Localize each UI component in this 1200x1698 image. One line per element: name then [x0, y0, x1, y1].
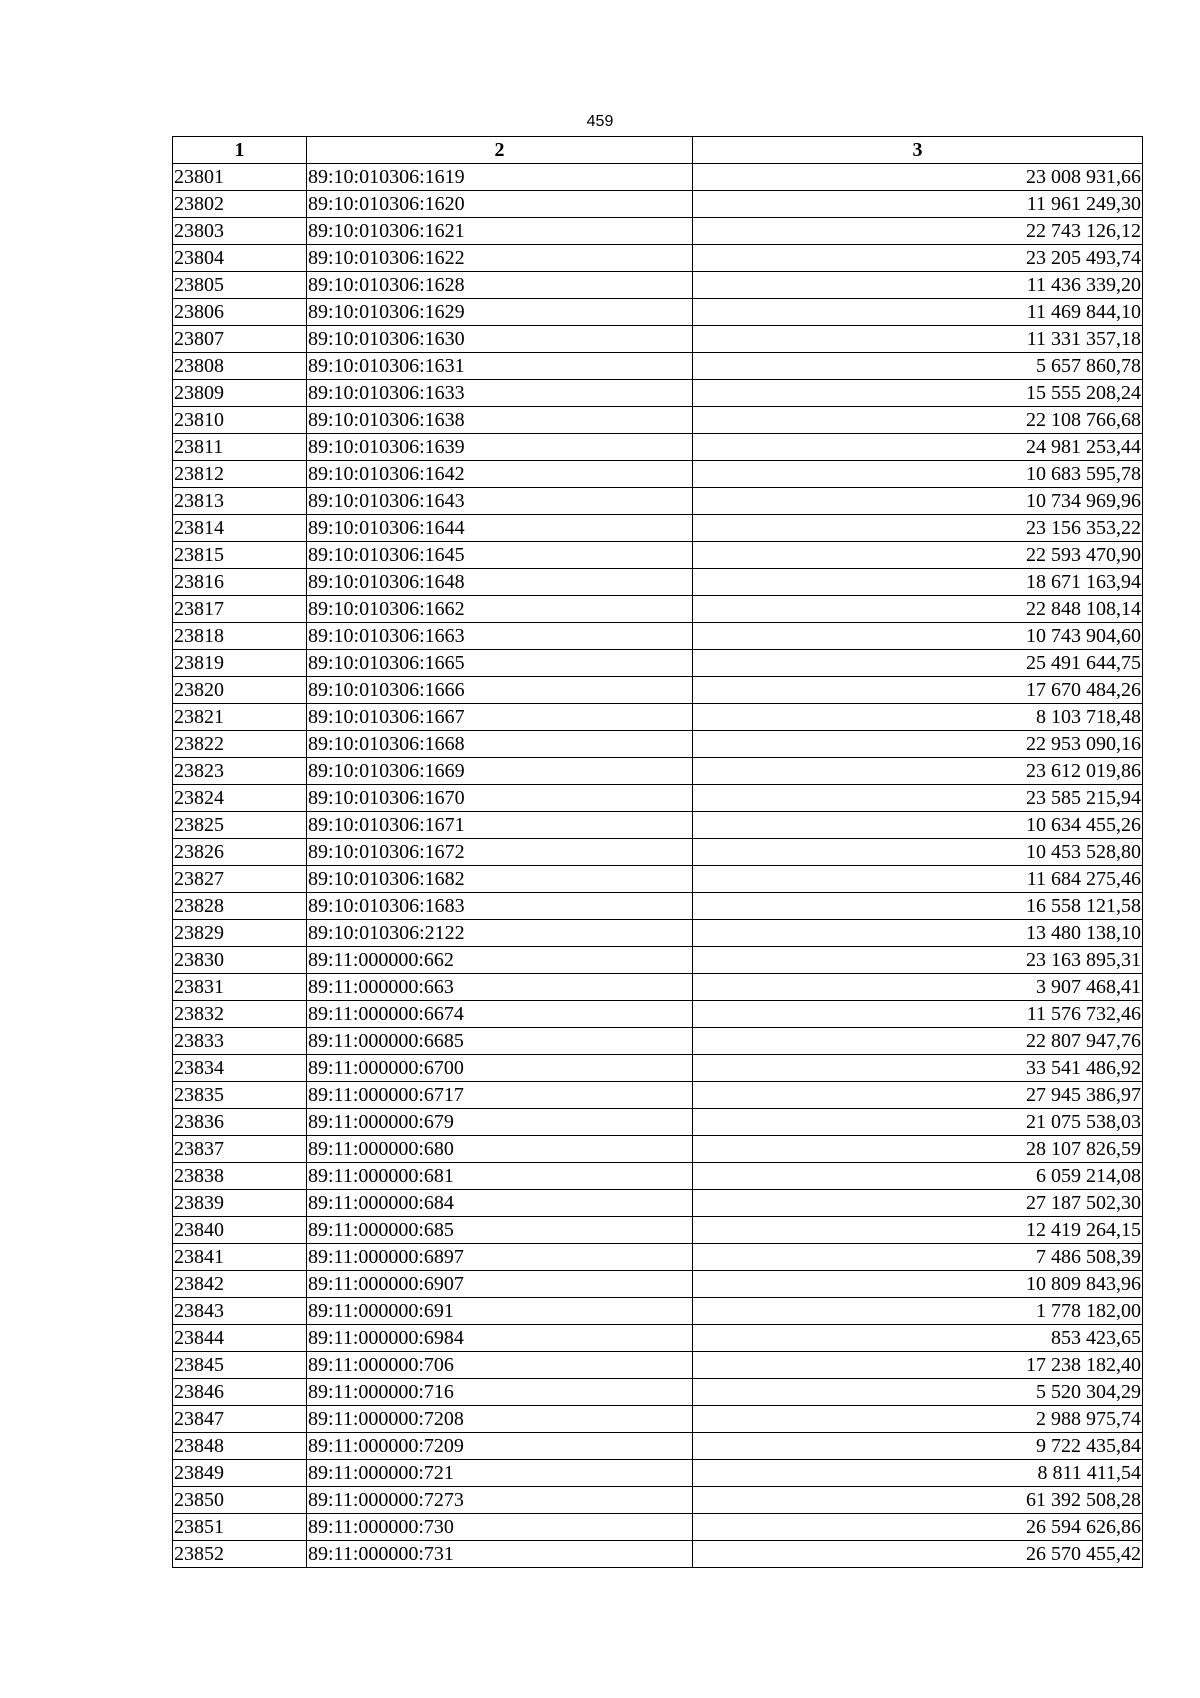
- cadastral-value-cell: 10 453 528,80: [693, 839, 1143, 866]
- cadastral-number-cell: 89:10:010306:1622: [307, 245, 693, 272]
- cadastral-value-cell: 1 778 182,00: [693, 1298, 1143, 1325]
- table-row: [173, 245, 1143, 272]
- cadastral-number-cell: 89:10:010306:1628: [307, 272, 693, 299]
- page-number: 459: [586, 113, 614, 130]
- cadastral-number-cell: 89:10:010306:2122: [307, 920, 693, 947]
- cadastral-value-cell: 8 103 718,48: [693, 704, 1143, 731]
- table-row: [173, 1406, 1143, 1433]
- cadastral-value-cell: 26 570 455,42: [693, 1541, 1143, 1568]
- table-row: [173, 1055, 1143, 1082]
- row-number-cell: 23813: [173, 488, 307, 515]
- table-row: [173, 1136, 1143, 1163]
- cadastral-value-cell: 10 734 969,96: [693, 488, 1143, 515]
- cadastral-number-cell: 89:10:010306:1631: [307, 353, 693, 380]
- row-number-cell: 23803: [173, 218, 307, 245]
- table-row: [173, 1109, 1143, 1136]
- cadastral-number-cell: 89:10:010306:1668: [307, 731, 693, 758]
- row-number-cell: 23801: [173, 164, 307, 191]
- table-row: [173, 1433, 1143, 1460]
- cadastral-value-cell: 11 684 275,46: [693, 866, 1143, 893]
- table-row: [173, 1190, 1143, 1217]
- row-number-cell: 23843: [173, 1298, 307, 1325]
- cadastral-value-cell: 33 541 486,92: [693, 1055, 1143, 1082]
- cadastral-number-cell: 89:10:010306:1619: [307, 164, 693, 191]
- row-number-cell: 23818: [173, 623, 307, 650]
- cadastral-value-cell: 28 107 826,59: [693, 1136, 1143, 1163]
- table-row: [173, 623, 1143, 650]
- header-row: [173, 137, 1143, 164]
- cadastral-number-cell: 89:10:010306:1645: [307, 542, 693, 569]
- row-number-cell: 23810: [173, 407, 307, 434]
- table-row: [173, 1217, 1143, 1244]
- cadastral-number-cell: 89:11:000000:663: [307, 974, 693, 1001]
- table-header: [173, 137, 1143, 164]
- cadastral-value-cell: 25 491 644,75: [693, 650, 1143, 677]
- cadastral-value-cell: 5 520 304,29: [693, 1379, 1143, 1406]
- cadastral-value-cell: 22 807 947,76: [693, 1028, 1143, 1055]
- cadastral-value-cell: 18 671 163,94: [693, 569, 1143, 596]
- cadastral-value-cell: 11 961 249,30: [693, 191, 1143, 218]
- table-row: [173, 1028, 1143, 1055]
- cadastral-value-cell: 22 593 470,90: [693, 542, 1143, 569]
- table-row: [173, 758, 1143, 785]
- cadastral-number-cell: 89:10:010306:1633: [307, 380, 693, 407]
- table-row: [173, 1325, 1143, 1352]
- table-row: [173, 542, 1143, 569]
- cadastral-number-cell: 89:11:000000:6685: [307, 1028, 693, 1055]
- cadastral-number-cell: 89:11:000000:679: [307, 1109, 693, 1136]
- cadastral-number-cell: 89:11:000000:685: [307, 1217, 693, 1244]
- cadastral-value-cell: 10 809 843,96: [693, 1271, 1143, 1298]
- cadastral-number-cell: 89:10:010306:1638: [307, 407, 693, 434]
- table-row: [173, 326, 1143, 353]
- cadastral-value-cell: 853 423,65: [693, 1325, 1143, 1352]
- cadastral-value-cell: 17 238 182,40: [693, 1352, 1143, 1379]
- row-number-cell: 23815: [173, 542, 307, 569]
- table-row: [173, 839, 1143, 866]
- table-row: [173, 515, 1143, 542]
- row-number-cell: 23807: [173, 326, 307, 353]
- row-number-cell: 23820: [173, 677, 307, 704]
- row-number-cell: 23817: [173, 596, 307, 623]
- row-number-cell: 23839: [173, 1190, 307, 1217]
- cadastral-number-cell: 89:11:000000:730: [307, 1514, 693, 1541]
- row-number-cell: 23850: [173, 1487, 307, 1514]
- cadastral-number-cell: 89:11:000000:6700: [307, 1055, 693, 1082]
- row-number-cell: 23814: [173, 515, 307, 542]
- cadastral-value-cell: 16 558 121,58: [693, 893, 1143, 920]
- cadastral-number-cell: 89:11:000000:7208: [307, 1406, 693, 1433]
- cadastral-value-cell: 15 555 208,24: [693, 380, 1143, 407]
- row-number-cell: 23829: [173, 920, 307, 947]
- table-row: [173, 704, 1143, 731]
- row-number-cell: 23823: [173, 758, 307, 785]
- row-number-cell: 23825: [173, 812, 307, 839]
- row-number-cell: 23836: [173, 1109, 307, 1136]
- table-row: [173, 1514, 1143, 1541]
- row-number-cell: 23846: [173, 1379, 307, 1406]
- row-number-cell: 23811: [173, 434, 307, 461]
- cadastral-value-cell: 17 670 484,26: [693, 677, 1143, 704]
- table-row: [173, 434, 1143, 461]
- cadastral-number-cell: 89:11:000000:684: [307, 1190, 693, 1217]
- cadastral-value-cell: 5 657 860,78: [693, 353, 1143, 380]
- row-number-cell: 23816: [173, 569, 307, 596]
- cadastral-number-cell: 89:11:000000:716: [307, 1379, 693, 1406]
- table-row: [173, 1163, 1143, 1190]
- column-header-2: 2: [307, 137, 693, 164]
- row-number-cell: 23833: [173, 1028, 307, 1055]
- cadastral-number-cell: 89:11:000000:6674: [307, 1001, 693, 1028]
- row-number-cell: 23840: [173, 1217, 307, 1244]
- row-number-cell: 23844: [173, 1325, 307, 1352]
- table-row: [173, 488, 1143, 515]
- table-row: [173, 272, 1143, 299]
- table-row: [173, 596, 1143, 623]
- cadastral-value-cell: 22 953 090,16: [693, 731, 1143, 758]
- table-row: [173, 299, 1143, 326]
- row-number-cell: 23826: [173, 839, 307, 866]
- cadastral-number-cell: 89:10:010306:1643: [307, 488, 693, 515]
- cadastral-number-cell: 89:11:000000:6897: [307, 1244, 693, 1271]
- cadastral-number-cell: 89:10:010306:1663: [307, 623, 693, 650]
- table-row: [173, 191, 1143, 218]
- table-row: [173, 1460, 1143, 1487]
- cadastral-value-cell: 23 163 895,31: [693, 947, 1143, 974]
- cadastral-value-cell: 21 075 538,03: [693, 1109, 1143, 1136]
- cadastral-number-cell: 89:10:010306:1665: [307, 650, 693, 677]
- row-number-cell: 23847: [173, 1406, 307, 1433]
- row-number-cell: 23832: [173, 1001, 307, 1028]
- table-row: [173, 1082, 1143, 1109]
- row-number-cell: 23819: [173, 650, 307, 677]
- cadastral-value-cell: 11 469 844,10: [693, 299, 1143, 326]
- cadastral-value-cell: 10 743 904,60: [693, 623, 1143, 650]
- cadastral-value-cell: 2 988 975,74: [693, 1406, 1143, 1433]
- cadastral-value-cell: 22 743 126,12: [693, 218, 1143, 245]
- cadastral-number-cell: 89:11:000000:706: [307, 1352, 693, 1379]
- cadastral-number-cell: 89:10:010306:1670: [307, 785, 693, 812]
- cadastral-number-cell: 89:10:010306:1683: [307, 893, 693, 920]
- row-number-cell: 23852: [173, 1541, 307, 1568]
- cadastral-number-cell: 89:10:010306:1639: [307, 434, 693, 461]
- table-row: [173, 785, 1143, 812]
- row-number-cell: 23822: [173, 731, 307, 758]
- cadastral-value-cell: 24 981 253,44: [693, 434, 1143, 461]
- cadastral-value-cell: 12 419 264,15: [693, 1217, 1143, 1244]
- cadastral-number-cell: 89:10:010306:1620: [307, 191, 693, 218]
- column-header-3: 3: [693, 137, 1143, 164]
- row-number-cell: 23841: [173, 1244, 307, 1271]
- row-number-cell: 23837: [173, 1136, 307, 1163]
- cadastral-number-cell: 89:10:010306:1672: [307, 839, 693, 866]
- cadastral-number-cell: 89:10:010306:1644: [307, 515, 693, 542]
- cadastral-number-cell: 89:10:010306:1621: [307, 218, 693, 245]
- cadastral-value-cell: 6 059 214,08: [693, 1163, 1143, 1190]
- table-row: [173, 164, 1143, 191]
- table-row: [173, 1001, 1143, 1028]
- table-row: [173, 218, 1143, 245]
- row-number-cell: 23806: [173, 299, 307, 326]
- table-body: [173, 164, 1143, 1568]
- row-number-cell: 23824: [173, 785, 307, 812]
- cadastral-value-cell: 23 156 353,22: [693, 515, 1143, 542]
- cadastral-number-cell: 89:10:010306:1671: [307, 812, 693, 839]
- cadastral-value-cell: 22 108 766,68: [693, 407, 1143, 434]
- cadastral-number-cell: 89:11:000000:681: [307, 1163, 693, 1190]
- table-row: [173, 812, 1143, 839]
- cadastral-number-cell: 89:10:010306:1666: [307, 677, 693, 704]
- row-number-cell: 23812: [173, 461, 307, 488]
- cadastral-value-cell: 27 187 502,30: [693, 1190, 1143, 1217]
- cadastral-number-cell: 89:11:000000:691: [307, 1298, 693, 1325]
- cadastral-number-cell: 89:11:000000:7273: [307, 1487, 693, 1514]
- cadastral-value-cell: 23 612 019,86: [693, 758, 1143, 785]
- table-row: [173, 1298, 1143, 1325]
- row-number-cell: 23848: [173, 1433, 307, 1460]
- row-number-cell: 23805: [173, 272, 307, 299]
- row-number-cell: 23808: [173, 353, 307, 380]
- cadastral-value-cell: 26 594 626,86: [693, 1514, 1143, 1541]
- table-row: [173, 947, 1143, 974]
- cadastral-value-cell: 7 486 508,39: [693, 1244, 1143, 1271]
- row-number-cell: 23851: [173, 1514, 307, 1541]
- cadastral-value-cell: 11 576 732,46: [693, 1001, 1143, 1028]
- row-number-cell: 23828: [173, 893, 307, 920]
- cadastral-value-cell: 23 008 931,66: [693, 164, 1143, 191]
- cadastral-number-cell: 89:11:000000:721: [307, 1460, 693, 1487]
- cadastral-number-cell: 89:10:010306:1630: [307, 326, 693, 353]
- table-row: [173, 1244, 1143, 1271]
- cadastral-number-cell: 89:11:000000:680: [307, 1136, 693, 1163]
- cadastral-value-cell: 10 634 455,26: [693, 812, 1143, 839]
- cadastral-value-cell: 23 205 493,74: [693, 245, 1143, 272]
- cadastral-value-cell: 13 480 138,10: [693, 920, 1143, 947]
- table-row: [173, 380, 1143, 407]
- table-row: [173, 569, 1143, 596]
- cadastral-value-cell: 3 907 468,41: [693, 974, 1143, 1001]
- table-row: [173, 677, 1143, 704]
- cadastral-number-cell: 89:10:010306:1642: [307, 461, 693, 488]
- table-row: [173, 353, 1143, 380]
- cadastral-number-cell: 89:10:010306:1667: [307, 704, 693, 731]
- row-number-cell: 23827: [173, 866, 307, 893]
- cadastral-number-cell: 89:10:010306:1629: [307, 299, 693, 326]
- cadastral-value-table: [172, 136, 1143, 1568]
- cadastral-value-cell: 10 683 595,78: [693, 461, 1143, 488]
- row-number-cell: 23838: [173, 1163, 307, 1190]
- cadastral-number-cell: 89:10:010306:1669: [307, 758, 693, 785]
- cadastral-value-cell: 61 392 508,28: [693, 1487, 1143, 1514]
- cadastral-value-cell: 11 436 339,20: [693, 272, 1143, 299]
- column-header-1: 1: [173, 137, 307, 164]
- cadastral-number-cell: 89:11:000000:6717: [307, 1082, 693, 1109]
- table-row: [173, 1271, 1143, 1298]
- cadastral-number-cell: 89:11:000000:662: [307, 947, 693, 974]
- row-number-cell: 23849: [173, 1460, 307, 1487]
- cadastral-value-cell: 8 811 411,54: [693, 1460, 1143, 1487]
- row-number-cell: 23804: [173, 245, 307, 272]
- cadastral-value-cell: 22 848 108,14: [693, 596, 1143, 623]
- table-row: [173, 1352, 1143, 1379]
- table-row: [173, 920, 1143, 947]
- cadastral-number-cell: 89:11:000000:731: [307, 1541, 693, 1568]
- row-number-cell: 23821: [173, 704, 307, 731]
- row-number-cell: 23809: [173, 380, 307, 407]
- table-row: [173, 1379, 1143, 1406]
- cadastral-value-cell: 11 331 357,18: [693, 326, 1143, 353]
- table-row: [173, 731, 1143, 758]
- cadastral-number-cell: 89:11:000000:6907: [307, 1271, 693, 1298]
- row-number-cell: 23834: [173, 1055, 307, 1082]
- row-number-cell: 23830: [173, 947, 307, 974]
- cadastral-number-cell: 89:10:010306:1648: [307, 569, 693, 596]
- table-row: [173, 650, 1143, 677]
- row-number-cell: 23835: [173, 1082, 307, 1109]
- cadastral-value-cell: 9 722 435,84: [693, 1433, 1143, 1460]
- table-row: [173, 407, 1143, 434]
- cadastral-number-cell: 89:10:010306:1662: [307, 596, 693, 623]
- row-number-cell: 23842: [173, 1271, 307, 1298]
- table-row: [173, 866, 1143, 893]
- table-row: [173, 1487, 1143, 1514]
- cadastral-number-cell: 89:11:000000:7209: [307, 1433, 693, 1460]
- table-row: [173, 1541, 1143, 1568]
- table-row: [173, 974, 1143, 1001]
- cadastral-value-cell: 27 945 386,97: [693, 1082, 1143, 1109]
- cadastral-number-cell: 89:11:000000:6984: [307, 1325, 693, 1352]
- table-row: [173, 893, 1143, 920]
- row-number-cell: 23845: [173, 1352, 307, 1379]
- cadastral-number-cell: 89:10:010306:1682: [307, 866, 693, 893]
- row-number-cell: 23802: [173, 191, 307, 218]
- table-row: [173, 461, 1143, 488]
- cadastral-value-cell: 23 585 215,94: [693, 785, 1143, 812]
- row-number-cell: 23831: [173, 974, 307, 1001]
